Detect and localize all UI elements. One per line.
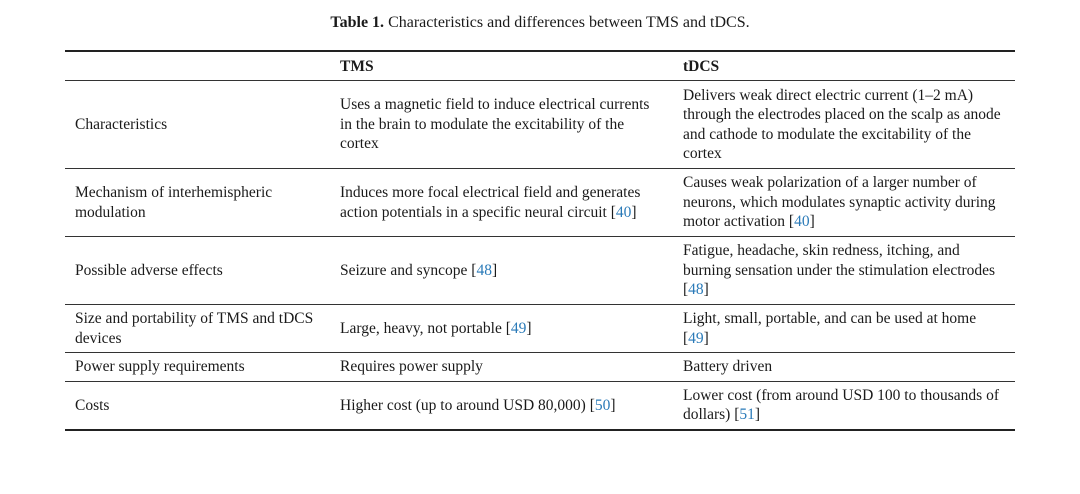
tdcs-cell: Delivers weak direct electric current (1–2 mA) through the electrodes placed on the scalp as anode and cathode to modulate the excitability of the cortex — [683, 86, 1001, 162]
table-header-row — [65, 51, 1015, 81]
header-tms: TMS — [340, 58, 374, 76]
reference-link[interactable]: 40 — [615, 203, 632, 221]
tms-cell: Seizure and syncope [48] — [340, 261, 498, 279]
table-row — [65, 81, 1015, 169]
tdcs-cell: Lower cost (from around USD 100 to thousands of dollars) [51] — [683, 386, 999, 424]
table-caption — [0, 12, 1080, 34]
table-caption-label: Table 1. — [330, 14, 385, 31]
table-row — [65, 353, 1015, 382]
row-label: Size and portability of TMS and tDCS devices — [75, 310, 314, 347]
table-row — [65, 305, 1015, 353]
header-empty — [65, 51, 330, 81]
reference-link[interactable]: 48 — [476, 261, 492, 279]
row-label: Mechanism of interhemispheric modulation — [75, 184, 273, 221]
tdcs-cell: Battery driven — [683, 358, 773, 376]
row-label: Power supply requirements — [75, 358, 245, 376]
table-row — [65, 237, 1015, 305]
tdcs-cell: Causes weak polarization of a larger number of neurons, which modulates synaptic activity during motor activation [40] — [683, 174, 996, 231]
tdcs-cell: Fatigue, headache, skin redness, itching, and burning sensation under the stimulation electrodes [48] — [683, 242, 996, 299]
reference-link[interactable]: 51 — [739, 406, 755, 424]
comparison-table — [65, 50, 1015, 431]
header-tdcs: tDCS — [683, 58, 720, 76]
reference-link[interactable]: 40 — [794, 213, 810, 231]
row-label: Costs — [75, 396, 110, 414]
table-row — [65, 169, 1015, 237]
row-label: Characteristics — [75, 115, 168, 133]
tms-cell: Large, heavy, not portable [49] — [340, 319, 532, 337]
tms-cell: Requires power supply — [340, 358, 483, 376]
table-row — [65, 382, 1015, 430]
tms-cell: Induces more focal electrical field and generates action potentials in a specific neural circuit [40] — [340, 184, 641, 221]
reference-link[interactable]: 49 — [510, 319, 527, 337]
reference-link[interactable]: 49 — [688, 329, 704, 347]
tms-cell: Uses a magnetic field to induce electrical currents in the brain to modulate the excitability of the cortex — [340, 96, 650, 153]
row-label: Possible adverse effects — [75, 261, 223, 279]
reference-link[interactable]: 50 — [594, 396, 611, 414]
reference-link[interactable]: 48 — [688, 281, 704, 299]
table-caption-text: Characteristics and differences between TMS and tDCS. — [384, 14, 750, 31]
tdcs-cell: Light, small, portable, and can be used at home [49] — [683, 310, 977, 347]
tms-cell: Higher cost (up to around USD 80,000) [50] — [340, 396, 616, 414]
